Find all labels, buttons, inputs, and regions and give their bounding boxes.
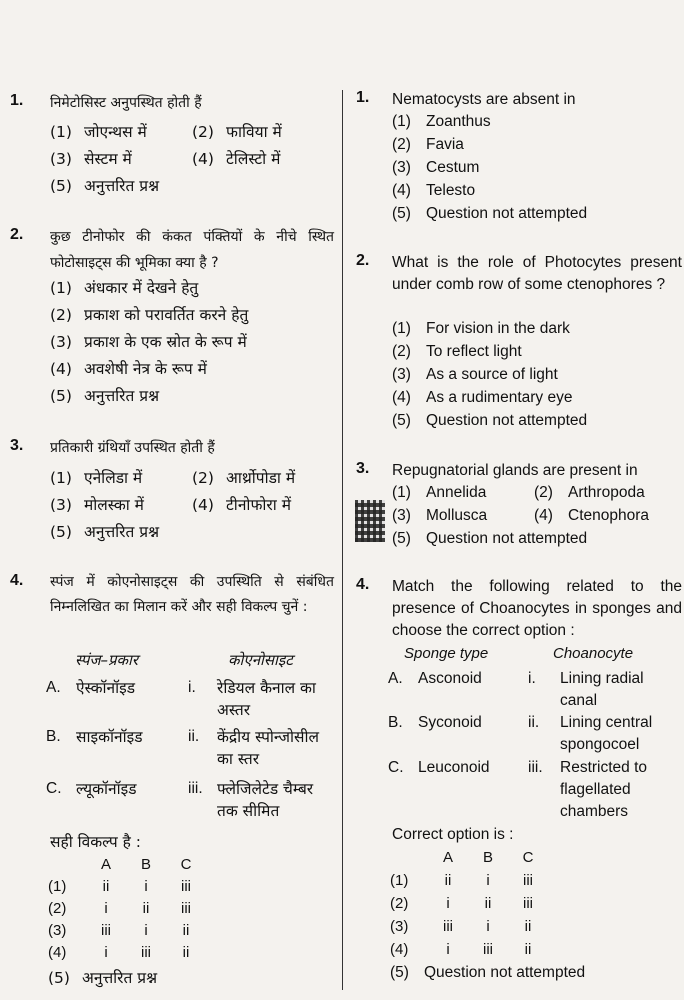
- row-letter: A.: [46, 679, 61, 696]
- correct-option-label: सही विकल्प है :: [50, 833, 141, 851]
- choanocyte-location: फ्लेजिलेटेड चैम्बर तक सीमित: [217, 780, 314, 820]
- option-1: (1) Annelida: [392, 484, 487, 501]
- option-1: (1) Zoanthus: [392, 113, 491, 130]
- grid-header: B: [140, 856, 151, 873]
- option-2: (2) प्रकाश को परावर्तित करने हेतु: [50, 306, 249, 324]
- grid-option-number: (1): [48, 878, 67, 895]
- grid-option-number: (3): [48, 922, 67, 939]
- option-3: (3) सेस्टम में: [50, 150, 132, 168]
- option-4: (4) अवशेषी नेत्र के रूप में: [50, 360, 207, 378]
- question-number: 2.: [356, 252, 370, 269]
- option-5: (5) अनुत्तरित प्रश्न: [48, 969, 158, 987]
- grid-cell: iii: [523, 895, 533, 912]
- grid-option-number: (4): [390, 941, 409, 958]
- correct-option-label: Correct option is :: [392, 826, 514, 843]
- option-5: (5) Question not attempted: [390, 964, 586, 981]
- grid-cell: ii: [484, 895, 492, 912]
- grid-cell: iii: [181, 878, 191, 895]
- row-numeral: iii.: [188, 780, 203, 797]
- sponge-type: साइकॉनॉइड: [76, 728, 143, 746]
- option-5: (5) अनुत्तरित प्रश्न: [50, 523, 160, 541]
- question-text: What is the role of Photocytes present under comb row of some ctenophores ?: [392, 254, 682, 293]
- option-5: (5) Question not attempted: [392, 412, 588, 429]
- choanocyte-location: Lining central spongocoel: [560, 714, 653, 753]
- choanocyte-location: केंद्रीय स्पोन्जोसील का स्तर: [217, 728, 320, 768]
- option-2: (2) Arthropoda: [534, 484, 645, 501]
- option-5: (5) Question not attempted: [392, 530, 588, 547]
- option-4: (4) Telesto: [392, 182, 476, 199]
- grid-cell: i: [486, 872, 490, 889]
- grid-cell: i: [144, 922, 148, 939]
- option-3: (3) मोलस्का में: [50, 496, 144, 514]
- option-2: (2) Favia: [392, 136, 464, 153]
- row-numeral: i.: [188, 679, 196, 696]
- question-text: कुछ टीनोफोर की कंकत पंक्तियों के नीचे स्थित फोटोसाइट्स की भूमिका क्या है ?: [50, 229, 334, 271]
- question-text: निमेटोसिस्ट अनुपस्थित होती हैं: [50, 95, 202, 111]
- option-3: (3) As a source of light: [392, 366, 558, 383]
- grid-cell: ii: [142, 900, 150, 917]
- question-text: Nematocysts are absent in: [392, 91, 576, 108]
- column-header-sponge-type: Sponge type: [404, 645, 489, 662]
- row-numeral: ii.: [188, 728, 200, 745]
- grid-cell: iii: [523, 872, 533, 889]
- choanocyte-location: Lining radial canal: [560, 670, 644, 709]
- grid-cell: iii: [483, 941, 493, 958]
- grid-cell: ii: [444, 872, 452, 889]
- column-header-sponge-type: स्पंज–प्रकार: [75, 651, 139, 669]
- row-letter: C.: [388, 759, 404, 776]
- grid-cell: i: [144, 878, 148, 895]
- question-text: प्रतिकारी ग्रंथियाँ उपस्थित होती हैं: [50, 440, 215, 456]
- option-3: (3) Cestum: [392, 159, 480, 176]
- sponge-type: Syconoid: [418, 714, 482, 731]
- question-number: 3.: [10, 437, 24, 454]
- grid-header: C: [180, 856, 192, 873]
- grid-cell: iii: [443, 918, 453, 935]
- grid-cell: ii: [524, 918, 532, 935]
- grid-cell: i: [104, 900, 108, 917]
- grid-cell: iii: [181, 900, 191, 917]
- option-3: (3) प्रकाश के एक स्रोत के रूप में: [50, 333, 247, 351]
- grid-cell: ii: [182, 922, 190, 939]
- row-numeral: iii.: [528, 759, 543, 776]
- option-4: (4) As a rudimentary eye: [392, 389, 573, 406]
- grid-cell: i: [486, 918, 490, 935]
- grid-cell: i: [446, 941, 450, 958]
- grid-header: A: [442, 849, 453, 866]
- question-number: 1.: [356, 89, 370, 106]
- question-text: Repugnatorial glands are present in: [392, 462, 638, 479]
- question-text: Match the following related to the presence of Choanocytes in sponges and choose the correct option :: [392, 578, 682, 639]
- grid-option-number: (4): [48, 944, 67, 961]
- grid-cell: i: [446, 895, 450, 912]
- row-letter: C.: [46, 780, 62, 797]
- grid-cell: ii: [524, 941, 532, 958]
- question-number: 4.: [356, 576, 370, 593]
- grid-option-number: (3): [390, 918, 409, 935]
- sponge-type: ल्यूकॉनॉइड: [76, 780, 137, 798]
- question-number: 1.: [10, 92, 24, 109]
- column-divider: [342, 90, 343, 990]
- row-numeral: i.: [528, 670, 536, 687]
- option-2: (2) आर्थ्रोपोडा में: [192, 469, 296, 487]
- option-1: (1) जोएन्थस में: [50, 123, 147, 141]
- option-4: (4) टेलिस्टो में: [192, 150, 281, 168]
- option-5: (5) अनुत्तरित प्रश्न: [50, 387, 160, 405]
- english-column: [348, 0, 684, 1000]
- option-5: (5) Question not attempted: [392, 205, 588, 222]
- question-number: 4.: [10, 572, 24, 589]
- grid-option-number: (2): [390, 895, 409, 912]
- choanocyte-location: Restricted to flagellated chambers: [560, 759, 648, 820]
- column-header-choanocyte: Choanocyte: [553, 645, 634, 662]
- option-2: (2) फाविया में: [192, 123, 282, 141]
- row-letter: A.: [388, 670, 403, 687]
- row-numeral: ii.: [528, 714, 540, 731]
- row-letter: B.: [388, 714, 403, 731]
- grid-cell: ii: [182, 944, 190, 961]
- question-number: 3.: [356, 460, 370, 477]
- choanocyte-location: रेडियल कैनाल का अस्तर: [217, 679, 316, 719]
- option-2: (2) To reflect light: [392, 343, 522, 360]
- grid-cell: iii: [141, 944, 151, 961]
- grid-cell: iii: [101, 922, 111, 939]
- sponge-type: ऐस्कॉनॉइड: [76, 679, 136, 697]
- hindi-column: [0, 0, 340, 1000]
- sponge-type: Asconoid: [418, 670, 482, 687]
- option-3: (3) Mollusca: [392, 507, 488, 524]
- option-1: (1) For vision in the dark: [392, 320, 570, 337]
- grid-header: B: [482, 849, 493, 866]
- option-5: (5) अनुत्तरित प्रश्न: [50, 177, 160, 195]
- option-4: (4) Ctenophora: [534, 507, 650, 524]
- row-letter: B.: [46, 728, 61, 745]
- grid-option-number: (2): [48, 900, 67, 917]
- question-text: स्पंज में कोएनोसाइट्स की उपस्थिति से संबंधित निम्नलिखित का मिलान करें और सही विकल्प चुनें :: [50, 574, 334, 615]
- option-4: (4) टीनोफोरा में: [192, 496, 291, 514]
- sponge-type: Leuconoid: [418, 759, 490, 776]
- grid-cell: i: [104, 944, 108, 961]
- column-header-choanocyte: कोएनोसाइट: [228, 651, 293, 669]
- option-1: (1) अंधकार में देखने हेतु: [50, 279, 199, 297]
- grid-cell: ii: [102, 878, 110, 895]
- grid-option-number: (1): [390, 872, 409, 889]
- option-1: (1) एनेलिडा में: [50, 469, 143, 487]
- question-number: 2.: [10, 226, 24, 243]
- grid-header: A: [100, 856, 111, 873]
- grid-header: C: [522, 849, 534, 866]
